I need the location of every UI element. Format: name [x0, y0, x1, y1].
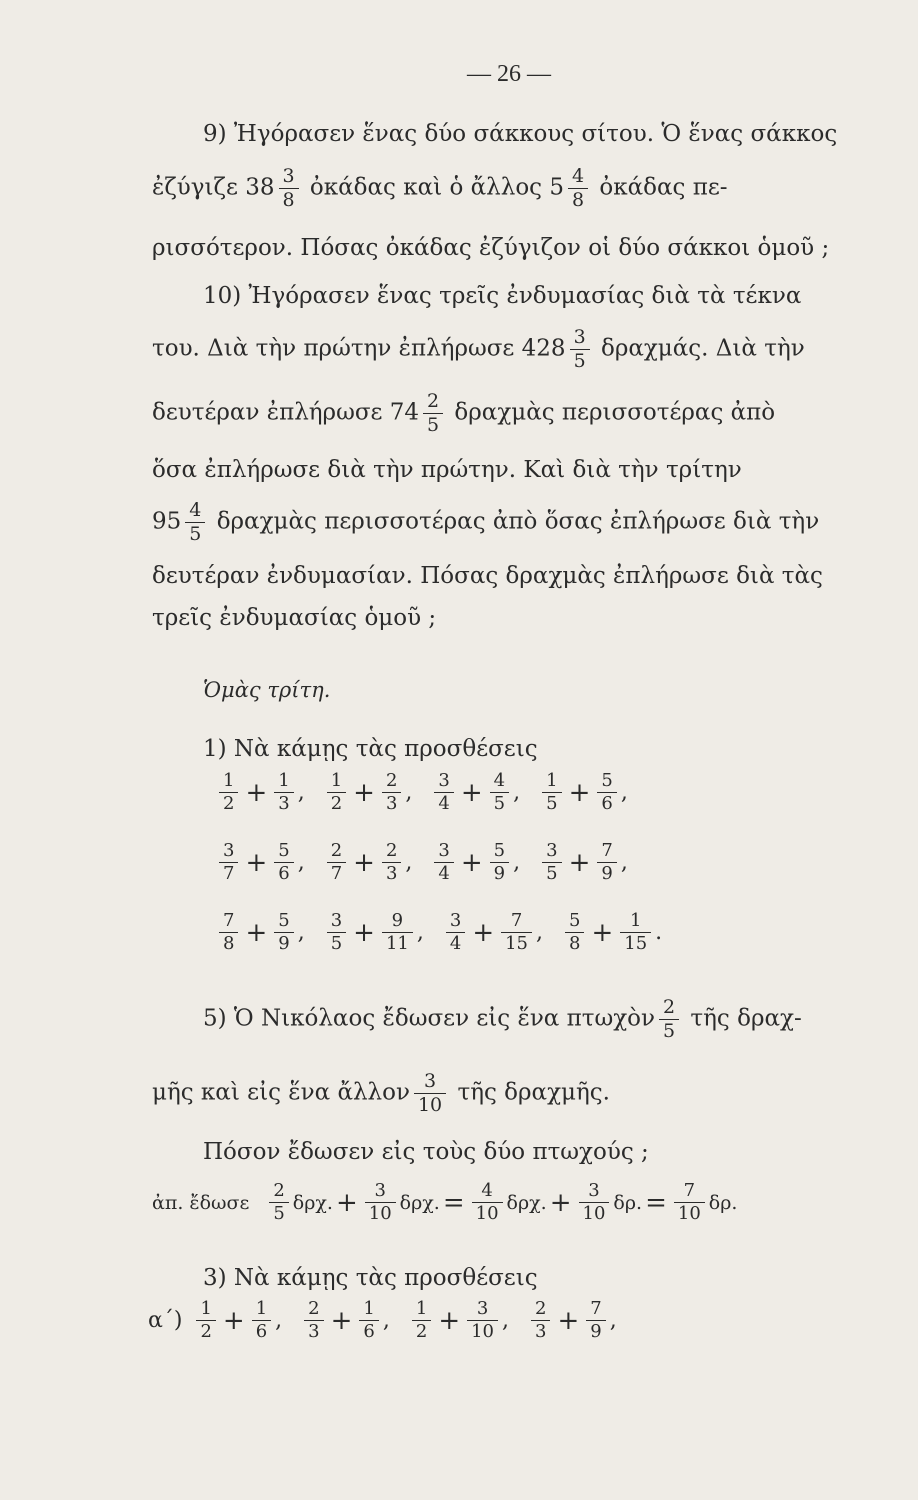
fraction: $\frac{3}{7}$	[219, 842, 238, 883]
comma: ,	[297, 920, 305, 945]
text: ἐζύγιζε 38	[152, 174, 275, 201]
page-number: — 26 —	[467, 61, 551, 87]
exercise5-line1	[203, 998, 802, 1041]
group-heading: Ὁμὰς τρίτη.	[203, 678, 331, 702]
fraction: $\frac{3}{4}$	[434, 772, 453, 813]
fraction: $\frac{2}{5}$	[269, 1182, 288, 1223]
fraction: $\frac{1}{2}$	[412, 1300, 431, 1341]
text: ὀκάδας πε-	[599, 174, 728, 201]
comma: ,	[275, 1308, 283, 1333]
comma: ,	[502, 1308, 510, 1333]
fraction: $\frac{3}{10}$	[365, 1182, 396, 1223]
text: του. Διὰ τὴν πρώτην ἐπλήρωσε 428	[152, 335, 566, 362]
fraction: $\frac{7}{8}$	[219, 912, 238, 953]
comma: ,	[405, 850, 413, 875]
fraction: $\frac{1}{3}$	[274, 772, 293, 813]
fraction: $\frac{1}{2}$	[219, 772, 238, 813]
fraction: $\frac{1}{5}$	[542, 772, 561, 813]
plus: +	[557, 1305, 580, 1336]
problem10-line5	[152, 501, 819, 544]
exercise1-row1	[215, 772, 646, 813]
fraction: $\frac{2}{3}$	[531, 1300, 550, 1341]
unit: δρχ.	[399, 1191, 440, 1214]
text: τῆς δραχμῆς.	[457, 1079, 610, 1106]
fraction: $\frac{3}{4}$	[446, 912, 465, 953]
plus: +	[549, 1187, 572, 1218]
plus: +	[353, 777, 375, 808]
exercise1-title: 1) Νὰ κάμῃς τὰς προσθέσεις	[203, 736, 538, 762]
text: 5) Ὁ Νικόλαος ἔδωσεν εἰς ἕνα πτωχὸν	[203, 1005, 656, 1032]
plus: +	[245, 777, 268, 808]
fraction: $\frac{5}{9}$	[274, 912, 293, 953]
unit: δρ.	[708, 1191, 738, 1214]
problem10-line3	[152, 392, 775, 435]
fraction: $\frac{1}{2}$	[196, 1300, 215, 1341]
fraction: $\frac{3}{5}$	[327, 912, 346, 953]
fraction: $\frac{1}{2}$	[327, 772, 346, 813]
fraction: $\frac{2}{3}$	[304, 1300, 323, 1341]
text: τῆς δραχ-	[690, 1005, 802, 1032]
comma: ,	[609, 1308, 617, 1333]
problem10-line7: τρεῖς ἐνδυμασίας ὁμοῦ ;	[152, 605, 437, 631]
fraction: $\frac{3}{5}$	[570, 328, 590, 371]
plus: +	[222, 1305, 245, 1336]
fraction: $\frac{1}{6}$	[252, 1300, 271, 1341]
plus: +	[353, 917, 375, 948]
unit: δρχ.	[292, 1191, 333, 1214]
comma: ,	[620, 850, 628, 875]
equals: =	[442, 1187, 465, 1218]
exercise5-question: Πόσον ἔδωσεν εἰς τοὺς δύο πτωχούς ;	[203, 1139, 649, 1165]
plus: +	[438, 1305, 461, 1336]
plus: +	[472, 917, 495, 948]
exercise5-answer	[152, 1182, 737, 1223]
problem9-line1: 9) Ἠγόρασεν ἕνας δύο σάκκους σίτου. Ὁ ἕνας σάκκος	[203, 121, 838, 147]
problem10-line6: δευτέραν ἐνδυμασίαν. Πόσας δραχμὰς ἐπλήρωσε διὰ τὰς	[152, 563, 823, 589]
fraction: $\frac{9}{11}$	[382, 912, 413, 953]
exercise3-title: 3) Νὰ κάμῃς τὰς προσθέσεις	[203, 1265, 538, 1291]
fraction: $\frac{3}{10}$	[467, 1300, 498, 1341]
plus: +	[460, 777, 483, 808]
fraction: $\frac{2}{5}$	[659, 998, 679, 1041]
comma: ,	[513, 780, 521, 805]
problem10-line1: 10) Ἠγόρασεν ἕνας τρεῖς ἐνδυμασίας διὰ τὰ τέκνα	[203, 283, 802, 309]
fraction: $\frac{2}{7}$	[327, 842, 346, 883]
fraction: $\frac{4}{10}$	[472, 1182, 503, 1223]
problem10-line2	[152, 328, 805, 371]
plus: +	[335, 1187, 358, 1218]
comma: ,	[536, 920, 544, 945]
text: 95	[152, 508, 182, 535]
text: μῆς καὶ εἰς ἕνα ἄλλον	[152, 1079, 410, 1106]
fraction: $\frac{2}{5}$	[423, 392, 443, 435]
fraction: $\frac{5}{6}$	[597, 772, 616, 813]
fraction: $\frac{4}{8}$	[568, 167, 588, 210]
comma: ,	[405, 780, 413, 805]
comma: ,	[620, 780, 628, 805]
exercise1-row3	[215, 912, 680, 953]
plus: +	[353, 847, 375, 878]
fraction: $\frac{3}{10}$	[414, 1072, 446, 1115]
plus: +	[568, 777, 591, 808]
plus: +	[330, 1305, 353, 1336]
plus: +	[460, 847, 483, 878]
exercise5-line2	[152, 1072, 610, 1115]
fraction: $\frac{7}{15}$	[501, 912, 532, 953]
item-label: α΄)	[148, 1308, 183, 1333]
unit: δρ.	[613, 1191, 643, 1214]
plus: +	[568, 847, 591, 878]
exercise3-row	[148, 1300, 635, 1341]
answer-label: ἀπ. ἔδωσε	[152, 1191, 250, 1214]
plus: +	[245, 847, 268, 878]
period: .	[655, 920, 663, 945]
comma: ,	[297, 850, 305, 875]
text: δραχμάς. Διὰ τὴν	[600, 335, 805, 362]
fraction: $\frac{7}{9}$	[597, 842, 616, 883]
unit: δρχ.	[506, 1191, 547, 1214]
text: δραχμὰς περισσοτέρας ἀπὸ ὅσας ἐπλήρωσε διὰ τὴν	[216, 508, 820, 535]
problem10-line4: ὅσα ἐπλήρωσε διὰ τὴν πρώτην. Καὶ διὰ τὴν τρίτην	[152, 457, 742, 483]
fraction: $\frac{3}{10}$	[579, 1182, 610, 1223]
problem9-line3: ρισσότερον. Πόσας ὀκάδας ἐζύγιζον οἱ δύο σάκκοι ὁμοῦ ;	[152, 235, 830, 261]
fraction: $\frac{3}{8}$	[279, 167, 299, 210]
text: δευτέραν ἐπλήρωσε 74	[152, 399, 420, 426]
fraction: $\frac{7}{10}$	[674, 1182, 705, 1223]
plus: +	[591, 917, 614, 948]
exercise1-row2	[215, 842, 646, 883]
fraction: $\frac{5}{9}$	[490, 842, 509, 883]
fraction: $\frac{2}{3}$	[382, 772, 401, 813]
fraction: $\frac{5}{6}$	[274, 842, 293, 883]
comma: ,	[513, 850, 521, 875]
problem9-line2	[152, 167, 728, 210]
plus: +	[245, 917, 268, 948]
fraction: $\frac{1}{6}$	[359, 1300, 378, 1341]
comma: ,	[297, 780, 305, 805]
fraction: $\frac{1}{15}$	[620, 912, 651, 953]
comma: ,	[382, 1308, 390, 1333]
text: ὀκάδας καὶ ὁ ἄλλος 5	[309, 174, 564, 201]
fraction: $\frac{4}{5}$	[185, 501, 205, 544]
comma: ,	[416, 920, 424, 945]
fraction: $\frac{7}{9}$	[586, 1300, 605, 1341]
fraction: $\frac{3}{5}$	[542, 842, 561, 883]
fraction: $\frac{3}{4}$	[434, 842, 453, 883]
equals: =	[645, 1187, 667, 1218]
fraction: $\frac{2}{3}$	[382, 842, 401, 883]
fraction: $\frac{5}{8}$	[565, 912, 584, 953]
fraction: $\frac{4}{5}$	[490, 772, 509, 813]
text: δραχμὰς περισσοτέρας ἀπὸ	[454, 399, 776, 426]
